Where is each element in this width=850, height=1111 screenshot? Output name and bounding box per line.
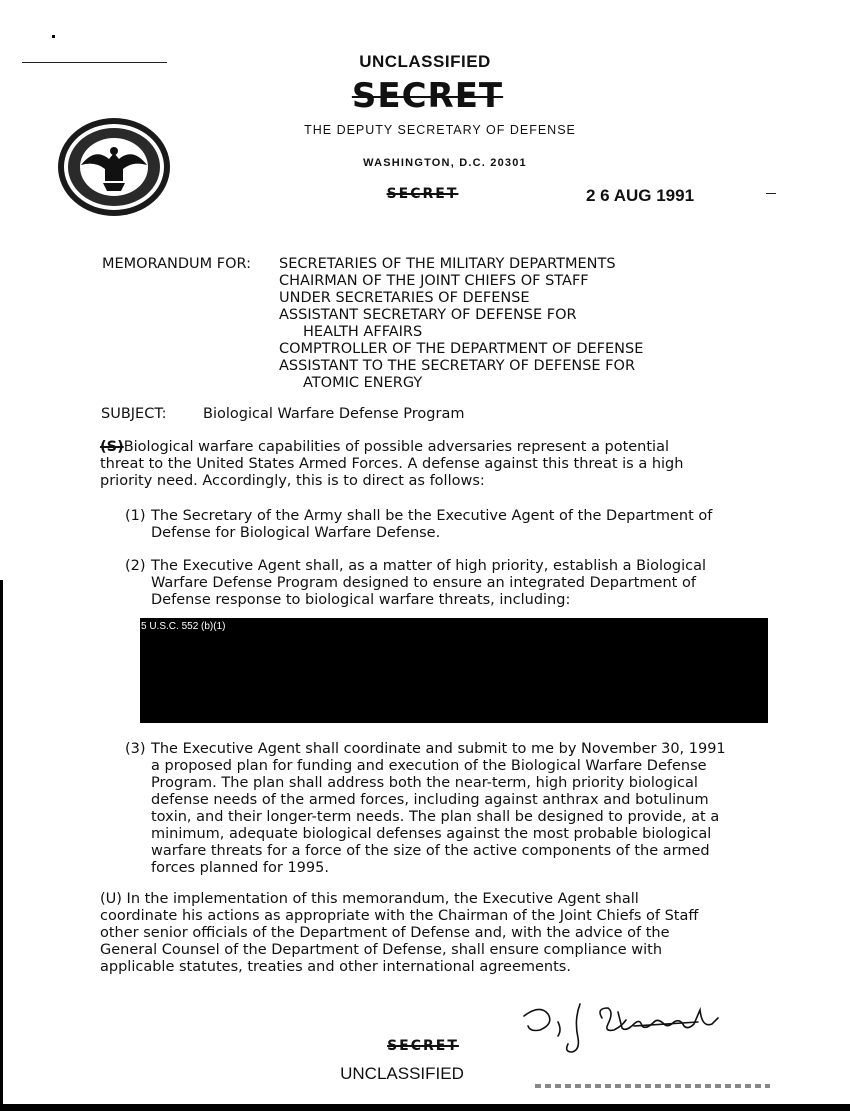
memo-for-label: MEMORANDUM FOR: — [102, 256, 252, 272]
intro-line: threat to the United States Armed Forces. A defense against this threat is a high — [100, 456, 684, 472]
item-line: Program. The plan shall address both the near-term, high priority biological — [151, 775, 698, 791]
closing-paragraph — [100, 891, 698, 976]
closing-line: coordinate his actions as appropriate with the Chairman of the Joint Chiefs of Staff — [100, 908, 699, 924]
item-line: warfare threats for a force of the size of the active components of the armed — [151, 843, 710, 859]
item-line: a proposed plan for funding and execution of the Biological Warfare Defense — [151, 758, 707, 774]
item-line: defense needs of the armed forces, including against anthrax and botulinum — [151, 792, 709, 808]
item-line: Warfare Defense Program designed to ensure an integrated Department of — [151, 575, 696, 591]
secret-stamp-small: SECRET — [386, 186, 459, 202]
scan-dot — [52, 35, 55, 38]
scan-artifact-dash — [766, 193, 776, 194]
classification-top: UNCLASSIFIED — [359, 52, 491, 71]
addressee: ATOMIC ENERGY — [303, 375, 423, 391]
secret-stamp-large: SECRET — [351, 76, 504, 116]
item-1-text — [151, 508, 712, 542]
classification-bottom: UNCLASSIFIED — [340, 1064, 464, 1083]
closing-line: (U) In the implementation of this memorandum, the Executive Agent shall — [100, 891, 639, 907]
item-line: The Executive Agent shall coordinate and submit to me by November 30, 1991 — [151, 741, 726, 757]
item-line: forces planned for 1995. — [151, 860, 329, 876]
redaction-label: 5 U.S.C. 552 (b)(1) — [141, 621, 226, 632]
closing-line: applicable statutes, treaties and other international agreements. — [100, 959, 571, 975]
addressee: ASSISTANT SECRETARY OF DEFENSE FOR — [279, 307, 577, 323]
scan-artifact-bottom — [535, 1084, 770, 1088]
addressee: ASSISTANT TO THE SECRETARY OF DEFENSE FOR — [279, 358, 636, 374]
intro-line: priority need. Accordingly, this is to direct as follows: — [100, 473, 485, 489]
item-number: (2) — [125, 558, 146, 574]
scan-edge-bottom — [0, 1104, 850, 1111]
scan-edge-left — [0, 580, 3, 1111]
closing-line: General Counsel of the Department of Defense, shall ensure compliance with — [100, 942, 663, 958]
item-line: The Secretary of the Army shall be the Executive Agent of the Department of — [151, 508, 713, 524]
addressee: UNDER SECRETARIES OF DEFENSE — [279, 290, 530, 306]
item-line: toxin, and their longer-term needs. The plan shall be designed to provide, at a — [151, 809, 720, 825]
subject-text: Biological Warfare Defense Program — [203, 406, 465, 422]
addressee: HEALTH AFFAIRS — [303, 324, 423, 340]
intro-paragraph — [100, 439, 683, 490]
closing-line: other senior officials of the Department of Defense and, with the advice of the — [100, 925, 670, 941]
item-number: (1) — [125, 508, 146, 524]
memo-date: 2 6 AUG 1991 — [586, 186, 695, 205]
redaction-block — [140, 618, 768, 723]
item-line: Defense for Biological Warfare Defense. — [151, 525, 441, 541]
scan-mark-top-left — [22, 62, 167, 63]
handwritten-signature-icon — [518, 1000, 733, 1060]
dod-seal-icon — [57, 117, 172, 217]
item-2-text — [151, 558, 706, 609]
addressee: SECRETARIES OF THE MILITARY DEPARTMENTS — [279, 256, 616, 272]
addressee: COMPTROLLER OF THE DEPARTMENT OF DEFENSE — [279, 341, 644, 357]
addressee-list — [279, 256, 643, 392]
office-address: WASHINGTON, D.C. 20301 — [363, 157, 527, 169]
addressee: CHAIRMAN OF THE JOINT CHIEFS OF STAFF — [279, 273, 589, 289]
item-number: (3) — [125, 741, 146, 757]
office-title: THE DEPUTY SECRETARY OF DEFENSE — [304, 123, 576, 137]
secret-stamp-footer: SECRET — [387, 1038, 459, 1054]
classification-marking: (S) — [100, 439, 124, 455]
subject-label: SUBJECT: — [101, 406, 167, 422]
item-line: minimum, adequate biological defenses against the most probable biological — [151, 826, 712, 842]
item-line: Defense response to biological warfare threats, including: — [151, 592, 571, 608]
item-line: The Executive Agent shall, as a matter of high priority, establish a Biological — [151, 558, 707, 574]
item-3-text — [151, 741, 726, 877]
intro-line: Biological warfare capabilities of possible adversaries represent a potential — [123, 439, 669, 455]
